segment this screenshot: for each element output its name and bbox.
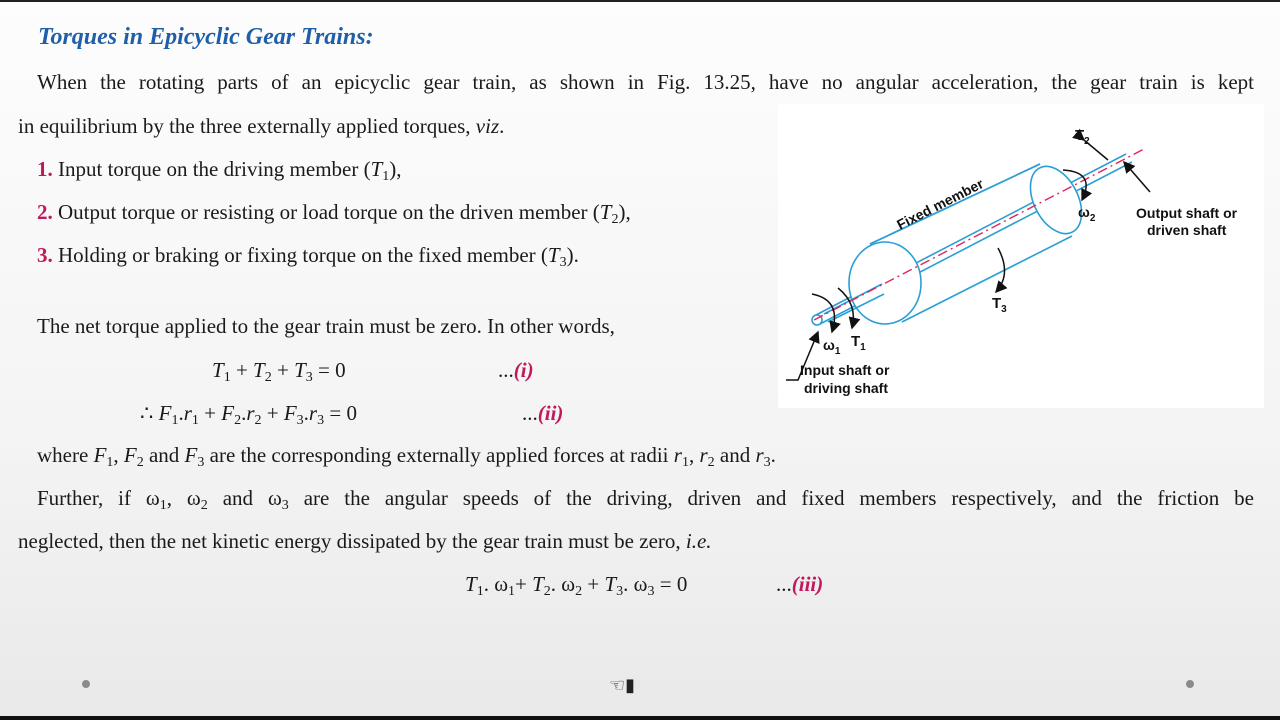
- omega1-arrow: [812, 294, 835, 332]
- net-torque-text: The net torque applied to the gear train must be zero. In other words,: [37, 314, 615, 338]
- equation-3-ref: ...(iii): [776, 572, 824, 596]
- fixed-member-label: Fixed member: [894, 175, 986, 233]
- t3-label: $T_3$: [992, 295, 1007, 315]
- slideshow-menu-icon[interactable]: ☜▮: [609, 675, 636, 696]
- slide-nav-dot-left[interactable]: [82, 680, 90, 688]
- equation-3: $T_1$. $\omega_1+ T_2$. $\omega_2 + T_3$. $\omega_3 = 0$: [465, 572, 688, 599]
- where-text: where $F_1$, $F_2$ and $F_3$ are the corresponding externally applied forces at radii $r_1$, $r_2$ and $r_3$.: [37, 443, 776, 470]
- neglected-text: neglected, then the net kinetic energy dissipated by the gear train must be zero, i.e.: [18, 529, 712, 553]
- gear-train-diagram: [778, 104, 1264, 408]
- t2-label: $T_2$: [1075, 127, 1090, 147]
- input-shaft-label-1: Input shaft or: [800, 362, 890, 378]
- output-shaft-label-2: driven shaft: [1147, 222, 1227, 238]
- bottom-border: [0, 716, 1280, 720]
- t2-arrow: [1084, 140, 1108, 160]
- list-item: 1. Input torque on the driving member $(T_1)$,: [37, 157, 402, 184]
- omega1-label: $\omega_1$: [823, 337, 841, 357]
- equation-2: ∴ $F_1.r_1 + F_2.r_2 + F_3.r_3 = 0$: [140, 401, 357, 428]
- slide-title: Torques in Epicyclic Gear Trains:: [38, 24, 374, 50]
- intro-line-2: in equilibrium by the three externally applied torques, viz.: [18, 114, 505, 138]
- gear-train-figure: [778, 104, 1264, 408]
- cylinder-back-face: [1020, 158, 1092, 242]
- top-border: [0, 0, 1280, 2]
- slide-nav-dot-right[interactable]: [1186, 680, 1194, 688]
- centre-axis: [814, 148, 1146, 320]
- output-pointer-arrow: [1124, 162, 1150, 192]
- intro-line-1: When the rotating parts of an epicyclic gear train, as shown in Fig. 13.25, have no angular acceleration, the gear train is kept: [37, 70, 1254, 94]
- omega2-label: $\omega_2$: [1078, 204, 1096, 224]
- output-shaft-label-1: Output shaft or: [1136, 205, 1238, 221]
- list-item: 2. Output torque or resisting or load torque on the driven member $(T_2)$,: [37, 200, 631, 227]
- equation-1-ref: ...(i): [498, 358, 534, 382]
- further-text: Further, if $\omega_1$, $\omega_2$ and $\omega_3$ are the angular speeds of the driving, driven and fixed members respectively, and the friction be: [37, 486, 1254, 513]
- t1-label: $T_1$: [851, 333, 866, 353]
- cylinder-bottom-edge: [902, 236, 1072, 322]
- list-item: 3. Holding or braking or fixing torque on the fixed member $(T_3)$.: [37, 243, 579, 270]
- equation-1: $T_1 + T_2 + T_3 = 0$: [212, 358, 346, 385]
- input-shaft-label-2: driving shaft: [804, 380, 889, 396]
- equation-2-ref: ...(ii): [522, 401, 564, 425]
